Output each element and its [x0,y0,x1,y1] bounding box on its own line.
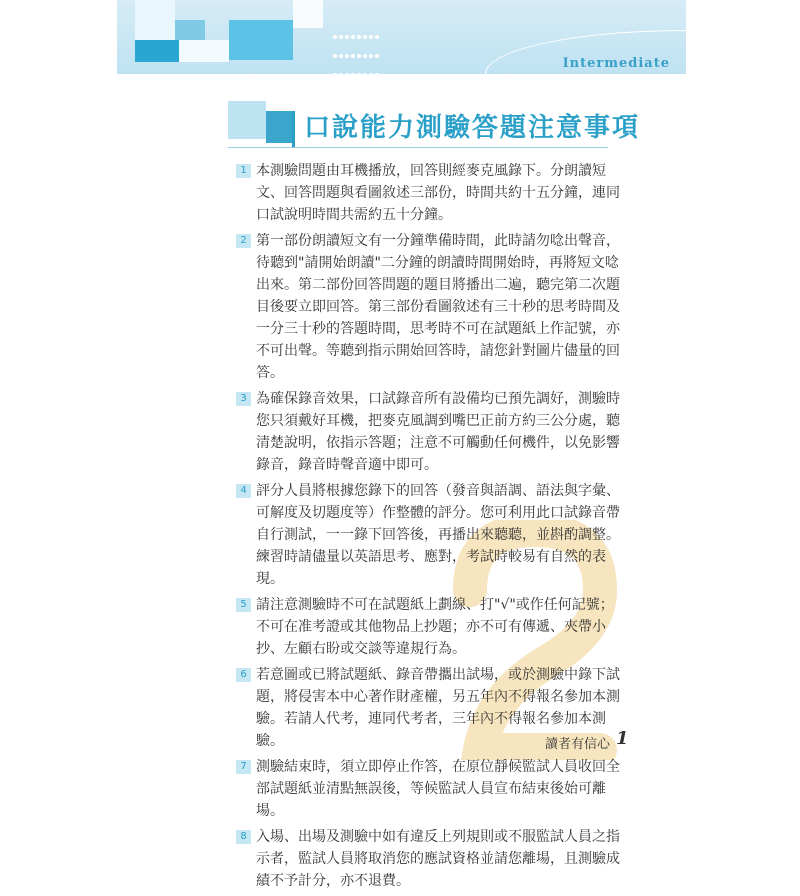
item-number: 3 [236,392,251,406]
header-square-dark [135,40,179,62]
title-square-dark [266,111,292,143]
dot [339,54,343,58]
dot [375,35,379,39]
item-number: 7 [236,760,251,774]
level-label: Intermediate [562,56,670,71]
title-underline [228,147,608,148]
title-square-light [228,101,266,139]
item-number: 4 [236,484,251,498]
item-number: 1 [236,164,251,178]
list-item [236,594,626,660]
dot [345,35,349,39]
dot [369,54,373,58]
list-item [236,388,626,476]
item-number: 6 [236,668,251,682]
list-item [236,230,626,384]
item-text: 評分人員將根據您錄下的回答（發音與語調、語法與字彙、可解度及切題度等）作整體的評分。您可利用此口試錄音帶自行測試，一一錄下回答後，再播出來聽聽，並斟酌調整。練習時請儘量以英語思考、應對，考試時較易有自然的表現。 [256,483,620,587]
page-header [117,0,686,74]
section-title [228,101,641,151]
dot [339,35,343,39]
item-text: 為確保錄音效果，口試錄音所有設備均已預先調好，測驗時您只須戴好耳機，把麥克風調到嘴巴正前方約三公分處，聽清楚說明，依指示答題；注意不可觸動任何機件，以免影響錄音，錄音時聲音適中即可。 [256,391,620,473]
item-number: 2 [236,234,251,248]
dot [345,73,349,74]
dot [375,73,379,74]
item-text: 請注意測驗時不可在試題紙上劃線、打"√"或作任何記號；不可在准考證或其他物品上抄題；亦不可有傳遞、夾帶小抄、左顧右盼或交談等違規行為。 [256,597,614,657]
dot [333,35,337,39]
page-number: 1 [616,728,629,749]
dot [363,35,367,39]
header-square-white [293,0,323,28]
footer-text: 讀者有信心 [545,737,611,752]
item-text: 本測驗問題由耳機播放，回答則經麥克風錄下。分朗讀短文、回答問題與看圖敘述三部份，時間共約十五分鐘，連同口試說明時間共需約五十分鐘。 [256,163,620,223]
item-text: 若意圖或已將試題紙、錄音帶攜出試場，或於測驗中錄下試題，將侵害本中心著作財產權，另五年內不得報名參加本測驗。若請人代考，連同代考者，三年內不得報名參加本測驗。 [256,667,620,749]
dot [345,54,349,58]
list-item [236,756,626,822]
header-dot-grid [332,25,380,47]
dot [375,54,379,58]
dot [363,73,367,74]
dot [351,35,355,39]
list-item [236,826,626,892]
dot [351,54,355,58]
page-title: 口說能力測驗答題注意事項 [304,113,641,143]
header-square-bright [229,20,293,60]
dot [339,73,343,74]
dot [333,73,337,74]
item-text: 測驗結束時，須立即停止作答，在原位靜候監試人員收回全部試題紙並清點無誤後，等候監試人員宣布結束後始可離場。 [256,759,620,819]
item-text: 入場、出場及測驗中如有違反上列規則或不服監試人員之指示者，監試人員將取消您的應試資格並請您離場，且測驗成績不予計分，亦不退費。 [256,829,620,889]
dot [369,73,373,74]
item-number: 5 [236,598,251,612]
dot [351,73,355,74]
dot [357,54,361,58]
dot [369,35,373,39]
list-item [236,480,626,590]
dot [333,54,337,58]
list-item [236,160,626,226]
dot [357,73,361,74]
dot [363,54,367,58]
title-bar [292,111,295,147]
header-square-pale [179,40,229,62]
header-square-light [135,0,175,40]
item-number: 8 [236,830,251,844]
item-text: 第一部份朗讀短文有一分鐘準備時間，此時請勿唸出聲音，待聽到"請開始朗讀"二分鐘的朗讀時間開始時，再將短文唸出來。第二部份回答問題的題目將播出二遍，聽完第二次題目後要立即回答。第三部份看圖敘述有三十秒的思考時間及一分三十秒的答題時間，思考時不可在試題紙上作記號，亦不可出聲。等聽到指示開始回答時，請您針對圖片儘量的回答。 [256,233,620,381]
dot [357,35,361,39]
notice-list [236,160,626,896]
